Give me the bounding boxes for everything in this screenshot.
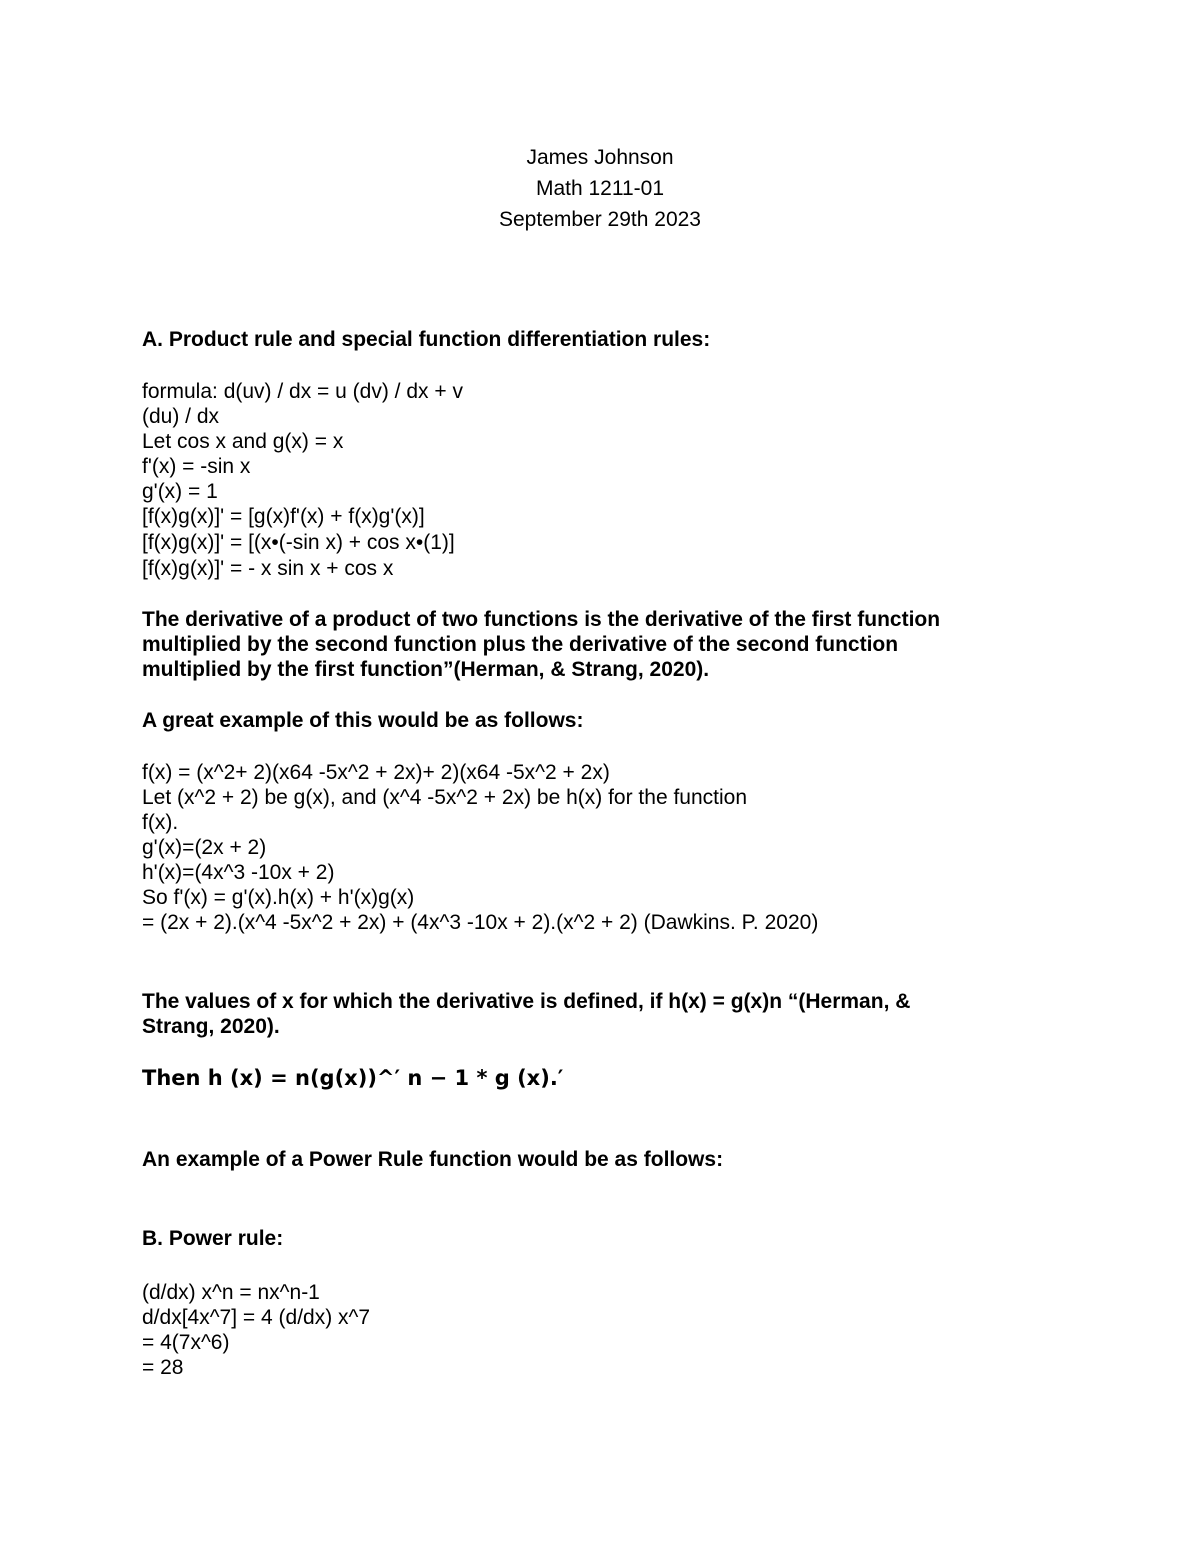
quote-line: multiplied by the first function”(Herman, & Strang, 2020).: [142, 658, 710, 681]
example-intro: A great example of this would be as follows:: [142, 709, 584, 732]
formula-line: g'(x) = 1: [142, 480, 218, 503]
example-line: g'(x)=(2x + 2): [142, 836, 267, 859]
formula-line: [f(x)g(x)]' = - x sin x + cos x: [142, 557, 394, 580]
chain-rule-formula: Then h (x) = n(g(x))^′ n − 1 * g (x).′: [142, 1066, 564, 1090]
power-rule-line: (d/dx) x^n = nx^n-1: [142, 1281, 320, 1304]
formula-line: [f(x)g(x)]' = [g(x)f'(x) + f(x)g'(x)]: [142, 505, 425, 528]
quote-line: multiplied by the second function plus the derivative of the second function: [142, 633, 899, 656]
power-rule-intro: An example of a Power Rule function would be as follows:: [142, 1148, 724, 1171]
example-line: h'(x)=(4x^3 -10x + 2): [142, 861, 335, 884]
example-line: Let (x^2 + 2) be g(x), and (x^4 -5x^2 + 2x) be h(x) for the function: [142, 786, 748, 809]
power-rule-line: = 28: [142, 1356, 184, 1379]
example-line: So f'(x) = g'(x).h(x) + h'(x)g(x): [142, 886, 415, 909]
chain-rule-line: The values of x for which the derivative is defined, if h(x) = g(x)n “(Herman, &: [142, 990, 911, 1013]
formula-line: (du) / dx: [142, 405, 220, 428]
chain-rule-line: Strang, 2020).: [142, 1015, 280, 1038]
course-name: Math 1211-01: [535, 177, 665, 200]
example-line: = (2x + 2).(x^4 -5x^2 + 2x) + (4x^3 -10x + 2).(x^2 + 2) (Dawkins. P. 2020): [142, 911, 819, 934]
quote-line: The derivative of a product of two functions is the derivative of the first function: [142, 608, 941, 631]
section-a-heading: A. Product rule and special function differentiation rules:: [142, 328, 711, 351]
power-rule-line: = 4(7x^6): [142, 1331, 230, 1354]
formula-line: formula: d(uv) / dx = u (dv) / dx + v: [142, 380, 463, 403]
document-date: September 29th 2023: [499, 208, 701, 231]
formula-line: Let cos x and g(x) = x: [142, 430, 344, 453]
formula-line: [f(x)g(x)]' = [(x•(-sin x) + cos x•(1)]: [142, 531, 455, 554]
power-rule-line: d/dx[4x^7] = 4 (d/dx) x^7: [142, 1306, 371, 1329]
section-b-heading: B. Power rule:: [142, 1227, 284, 1250]
example-line: f(x).: [142, 811, 179, 834]
example-line: f(x) = (x^2+ 2)(x64 -5x^2 + 2x)+ 2)(x64 -5x^2 + 2x): [142, 761, 610, 784]
author-name: James Johnson: [526, 146, 674, 169]
document-header: [0, 142, 1200, 235]
formula-line: f'(x) = -sin x: [142, 455, 251, 478]
